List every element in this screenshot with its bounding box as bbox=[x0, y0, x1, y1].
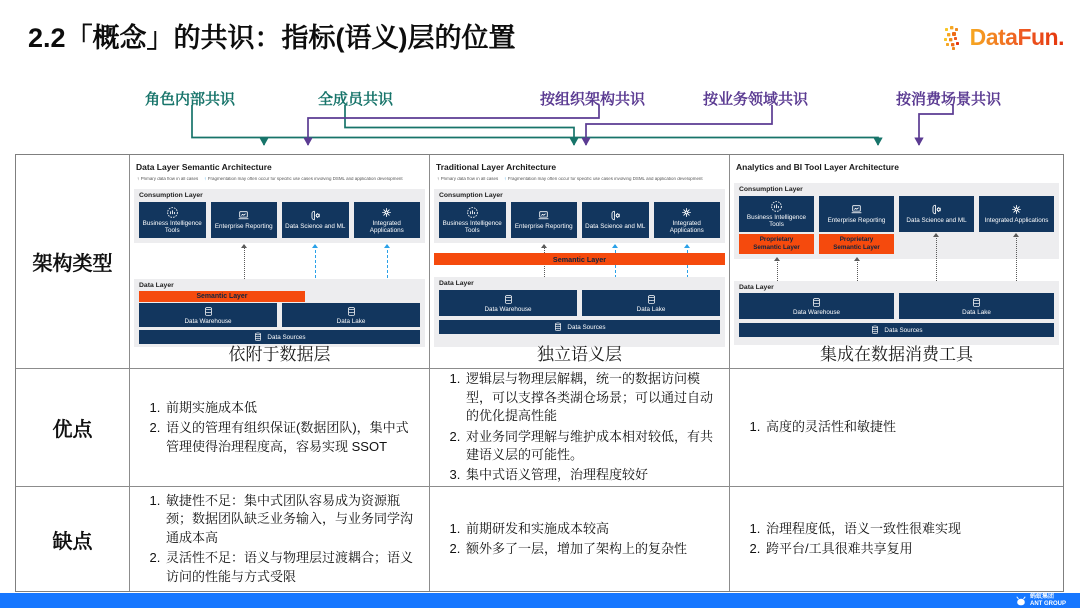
cons-data-layer-semantic bbox=[130, 487, 430, 591]
box-data-lake: Data Lake bbox=[899, 293, 1054, 319]
box-data-warehouse: Data Warehouse bbox=[139, 303, 277, 327]
pros-item: 1. 逻辑层与物理层解耦，统一的数据访问模型，可以支撑各类湖仓场景；可以通过自动的优化提高性能 bbox=[464, 370, 719, 425]
enterprise-reporting-icon bbox=[237, 209, 250, 222]
box-bi-tools: Business Intelligence Tools bbox=[739, 196, 814, 232]
data-layer-band bbox=[734, 281, 1059, 345]
data-science-ml-icon bbox=[309, 209, 322, 222]
cons-item: 2. 灵活性不足：语义与物理层过渡耦合；语义访问的性能与方式受限 bbox=[164, 549, 419, 586]
cons-item: 1. 前期研发和实施成本较高 bbox=[464, 520, 687, 538]
up-arrow-icon: ↑ bbox=[204, 177, 207, 182]
integrated-apps-icon bbox=[380, 206, 393, 219]
arch-cell-bi-tool-layer bbox=[730, 155, 1063, 369]
footer-brand-cn: 蚂蚁集团 bbox=[1030, 594, 1055, 600]
row-header-pros: 优点 bbox=[16, 369, 130, 487]
legend-primary: Primary data flow in all cases bbox=[440, 177, 499, 182]
band-label: Data Layer bbox=[139, 282, 174, 289]
arch-caption: 集成在数据消费工具 bbox=[820, 345, 973, 364]
box-data-sources: Data Sources bbox=[439, 320, 720, 334]
box-bi-tools: Business Intelligence Tools bbox=[439, 202, 506, 238]
arch-cell-data-layer-semantic bbox=[130, 155, 430, 369]
consensus-label-org: 按组织架构共识 bbox=[540, 91, 646, 108]
database-icon bbox=[811, 297, 822, 308]
consumption-layer-band bbox=[434, 189, 725, 243]
consensus-label-business: 按业务领域共识 bbox=[703, 91, 809, 108]
box-data-sources: Data Sources bbox=[739, 323, 1054, 337]
database-icon bbox=[346, 306, 357, 317]
diagram-bi-tool-layer bbox=[730, 155, 1063, 368]
pros-traditional-layer bbox=[430, 369, 730, 487]
semantic-layer-bar: Semantic Layer bbox=[139, 291, 305, 302]
up-arrow-icon: ↑ bbox=[137, 177, 140, 182]
integrated-apps-icon bbox=[1010, 203, 1023, 216]
bi-tools-icon bbox=[466, 206, 479, 219]
diagram-legend bbox=[137, 177, 420, 181]
row-header-arch-type: 架构类型 bbox=[16, 155, 130, 369]
box-integrated-apps: Integrated Applications bbox=[654, 202, 721, 238]
bi-tools-icon bbox=[770, 200, 783, 213]
box-data-science-ml: Data Science and ML bbox=[282, 202, 349, 238]
integrated-apps-icon bbox=[680, 206, 693, 219]
box-bi-tools: Business Intelligence Tools bbox=[139, 202, 206, 238]
arch-caption: 依附于数据层 bbox=[228, 345, 331, 364]
box-enterprise-reporting: Enterprise Reporting bbox=[819, 196, 894, 232]
footer-bar bbox=[0, 593, 1080, 608]
semantic-layer-bar: Semantic Layer bbox=[434, 253, 725, 265]
box-data-lake: Data Lake bbox=[282, 303, 420, 327]
band-label: Consumption Layer bbox=[739, 186, 803, 193]
database-icon bbox=[971, 297, 982, 308]
box-integrated-apps: Integrated Applications bbox=[354, 202, 421, 238]
arch-cell-traditional-layer bbox=[430, 155, 730, 369]
data-science-ml-icon bbox=[609, 209, 622, 222]
page-title: 2.2「概念」的共识：指标(语义)层的位置 bbox=[28, 23, 516, 53]
datafun-logo bbox=[943, 24, 1064, 51]
band-label: Consumption Layer bbox=[439, 192, 503, 199]
enterprise-reporting-icon bbox=[850, 203, 863, 216]
box-data-warehouse: Data Warehouse bbox=[739, 293, 894, 319]
bi-tools-icon bbox=[166, 206, 179, 219]
consumption-layer-band bbox=[734, 183, 1059, 259]
cons-item: 2. 跨平台/工具很难共享复用 bbox=[764, 540, 961, 558]
consensus-label-consume: 按消费场景共识 bbox=[896, 91, 1002, 108]
box-data-science-ml: Data Science and ML bbox=[582, 202, 649, 238]
diagram-legend bbox=[437, 177, 720, 181]
pros-item: 1. 前期实施成本低 bbox=[164, 399, 419, 417]
box-data-sources: Data Sources bbox=[139, 330, 420, 344]
database-icon bbox=[503, 294, 514, 305]
data-science-ml-icon bbox=[930, 203, 943, 216]
pros-item: 2. 对业务同学理解与维护成本相对较低，有共建语义层的可能性。 bbox=[464, 428, 719, 465]
up-arrow-icon: ↑ bbox=[437, 177, 440, 182]
cons-item: 2. 额外多了一层，增加了架构上的复杂性 bbox=[464, 540, 687, 558]
legend-primary: Primary data flow in all cases bbox=[140, 177, 199, 182]
box-enterprise-reporting: Enterprise Reporting bbox=[211, 202, 278, 238]
legend-fragmentation: Fragmentation may often occur for specific use cases involving DSML and application development bbox=[507, 177, 703, 182]
datafun-logo-text: DataFun. bbox=[969, 24, 1064, 50]
consumption-layer-band bbox=[134, 189, 425, 243]
cons-item: 1. 治理程度低，语义一致性很难实现 bbox=[764, 520, 961, 538]
cons-bi-tool-layer bbox=[730, 487, 1063, 591]
legend-fragmentation: Fragmentation may often occur for specific use cases involving DSML and application development bbox=[207, 177, 403, 182]
pros-item: 2. 语义的管理有组织保证(数据团队)，集中式管理使得治理程度高，容易实现 SSOT bbox=[164, 419, 419, 456]
datafun-pixels-icon bbox=[943, 25, 969, 51]
data-layer-band bbox=[134, 279, 425, 347]
up-arrow-icon: ↑ bbox=[504, 177, 507, 182]
database-icon bbox=[203, 306, 214, 317]
consensus-label-role: 角色内部共识 bbox=[145, 91, 236, 108]
comparison-table bbox=[15, 154, 1064, 592]
box-data-science-ml: Data Science and ML bbox=[899, 196, 974, 232]
cons-item: 1. 敏捷性不足：集中式团队容易成为资源瓶颈；数据团队缺乏业务输入，与业务同学沟通成本高 bbox=[164, 492, 419, 547]
band-label: Consumption Layer bbox=[139, 192, 203, 199]
data-sources-icon bbox=[553, 322, 563, 332]
footer-brand-en: ANT GROUP bbox=[1030, 600, 1066, 607]
diagram-title: Analytics and BI Tool Layer Architecture bbox=[736, 162, 899, 172]
box-data-warehouse: Data Warehouse bbox=[439, 290, 577, 316]
pros-bi-tool-layer bbox=[730, 369, 1063, 487]
box-enterprise-reporting: Enterprise Reporting bbox=[511, 202, 578, 238]
row-header-cons: 缺点 bbox=[16, 487, 130, 591]
box-data-lake: Data Lake bbox=[582, 290, 720, 316]
diagram-traditional-layer bbox=[430, 155, 729, 368]
proprietary-semantic-layer: Proprietary Semantic Layer bbox=[739, 234, 814, 254]
pros-item: 1. 高度的灵活性和敏捷性 bbox=[764, 418, 896, 436]
database-icon bbox=[646, 294, 657, 305]
box-integrated-apps: Integrated Applications bbox=[979, 196, 1054, 232]
proprietary-semantic-layer: Proprietary Semantic Layer bbox=[819, 234, 894, 254]
band-label: Data Layer bbox=[739, 284, 774, 291]
ant-group-brand bbox=[1015, 594, 1066, 607]
arch-caption: 独立语义层 bbox=[537, 345, 622, 364]
cons-traditional-layer bbox=[430, 487, 730, 591]
diagram-title: Traditional Layer Architecture bbox=[436, 162, 557, 172]
pros-item: 3. 集中式语义管理，治理程度较好 bbox=[464, 466, 719, 484]
diagram-data-layer-semantic bbox=[130, 155, 429, 368]
data-layer-band bbox=[434, 277, 725, 347]
consensus-label-all: 全成员共识 bbox=[318, 91, 394, 108]
ant-group-icon bbox=[1015, 595, 1027, 607]
data-sources-icon bbox=[870, 325, 880, 335]
pros-data-layer-semantic bbox=[130, 369, 430, 487]
band-label: Data Layer bbox=[439, 280, 474, 287]
enterprise-reporting-icon bbox=[537, 209, 550, 222]
diagram-title: Data Layer Semantic Architecture bbox=[136, 162, 272, 172]
